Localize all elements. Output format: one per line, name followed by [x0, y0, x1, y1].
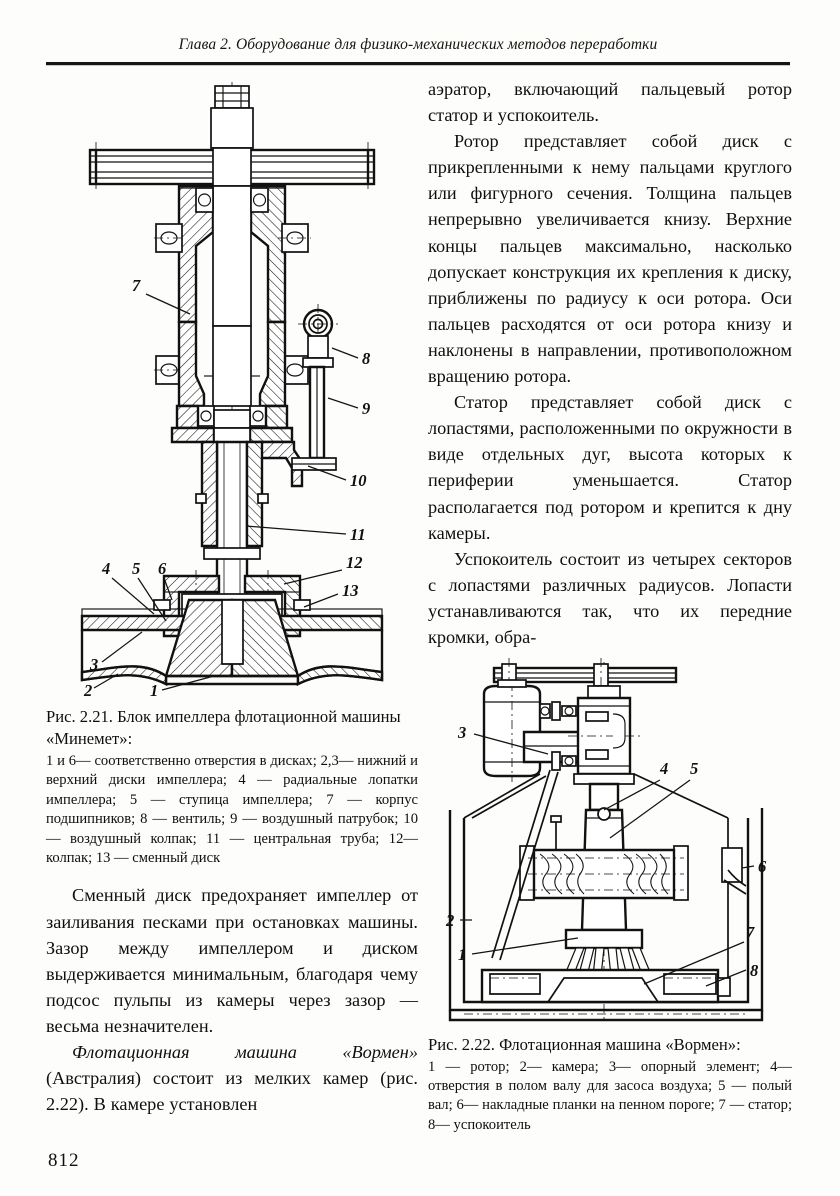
left-paragraph-2 — [46, 1039, 418, 1117]
left-paragraph-2-rest: (Австралия) состоит из мелких камер (рис. 2.22). В камере установлен — [46, 1068, 418, 1115]
callout-9: 9 — [362, 399, 371, 418]
callout-12: 12 — [346, 553, 363, 572]
right-paragraph-4: Успокоитель состоит из четырех секторов с лопастями различных радиусов. Лопасти устанавливаются так, что их передние кромки, обра- — [428, 548, 792, 647]
left-paragraph-1: Сменный диск предохраняет импеллер от заиливания песками при остановках машины. Зазор между импеллером и диском выдерживается минимальным, благодаря чему подсос пульпы из камеры через зазор — весьма незначителен. — [46, 885, 418, 1036]
right-column — [428, 76, 792, 1135]
callout-2: 2 — [446, 911, 455, 931]
callout-3: 3 — [90, 655, 99, 674]
callout-6: 6 — [758, 857, 767, 877]
figure-2-22-caption-legend: 1 — ротор; 2— камера; 3— опорный элемент; 4— отверстия в полом валу для засоса воздуха; 5 — полый вал; 6— накладные планки на пенном пороге; 7 — статор; 8— успокоитель — [428, 1058, 792, 1133]
callout-11: 11 — [350, 525, 366, 544]
running-head: Глава 2. Оборудование для физико-механических методов переработки — [178, 36, 658, 53]
header-rule — [46, 62, 790, 65]
left-paragraph-2-italic-lead: Флотационная машина «Вормен» — [72, 1042, 418, 1062]
callout-10: 10 — [350, 471, 367, 490]
callout-5: 5 — [690, 759, 699, 779]
figure-2-21-drawing — [46, 76, 418, 696]
callout-4: 4 — [102, 559, 111, 578]
figure-2-21-caption-legend: 1 и 6— соответственно отверстия в дисках; 2,3— нижний и верхний диски импеллера; 4 — радиальные лопатки импеллера; 5 — ступица импеллера; 7 — корпус подшипников; 8 — вентиль; 9 — воздушный патрубок; 10— воздушный колпак; 11 — центральная труба; 12— колпак; 13 — сменный диск — [46, 753, 418, 867]
page-number: 812 — [48, 1150, 80, 1171]
valve-assembly — [298, 304, 338, 367]
callout-8: 8 — [750, 961, 759, 981]
callout-4: 4 — [660, 759, 669, 779]
callout-7: 7 — [746, 923, 755, 943]
figure-2-21-caption-title: Рис. 2.21. Блок импеллера флотационной машины «Минемет»: — [46, 707, 401, 748]
callout-1: 1 — [458, 945, 467, 965]
left-column — [46, 76, 418, 1117]
callout-7: 7 — [132, 276, 141, 295]
right-paragraph-2: Ротор представляет собой диск с прикрепленными к нему пальцами круглого или фигурного сечения. Толщина пальцев непрерывно увеличивается книзу. Верхние концы пальцев максимально, насколько допускает конструкция их крепления к диску, приближены по радиусу к оси ротора. Оси пальцев расходятся от оси ротора книзу и наклонены в направлении, противоположном вращению ротора. — [428, 131, 792, 387]
callout-8: 8 — [362, 349, 371, 368]
right-paragraph-3: Статор представляет собой диск с лопастями, расположенными по окружности в виде отдельных дуг, высота которых к периферии уменьшается. Статор располагается под ротором и крепится к дну камеры. — [428, 392, 792, 543]
callout-5: 5 — [132, 559, 141, 578]
callout-6: 6 — [158, 559, 167, 578]
callout-13: 13 — [342, 581, 359, 600]
callout-2: 2 — [84, 681, 93, 696]
callout-3: 3 — [458, 723, 467, 743]
figure-2-22-drawing — [428, 658, 792, 1026]
callout-1: 1 — [150, 681, 159, 696]
figure-2-22-caption-title: Рис. 2.22. Флотационная машина «Вормен»: — [428, 1035, 741, 1055]
right-paragraph-1: аэратор, включающий пальцевый ротор статор и успокоитель. — [428, 79, 792, 126]
